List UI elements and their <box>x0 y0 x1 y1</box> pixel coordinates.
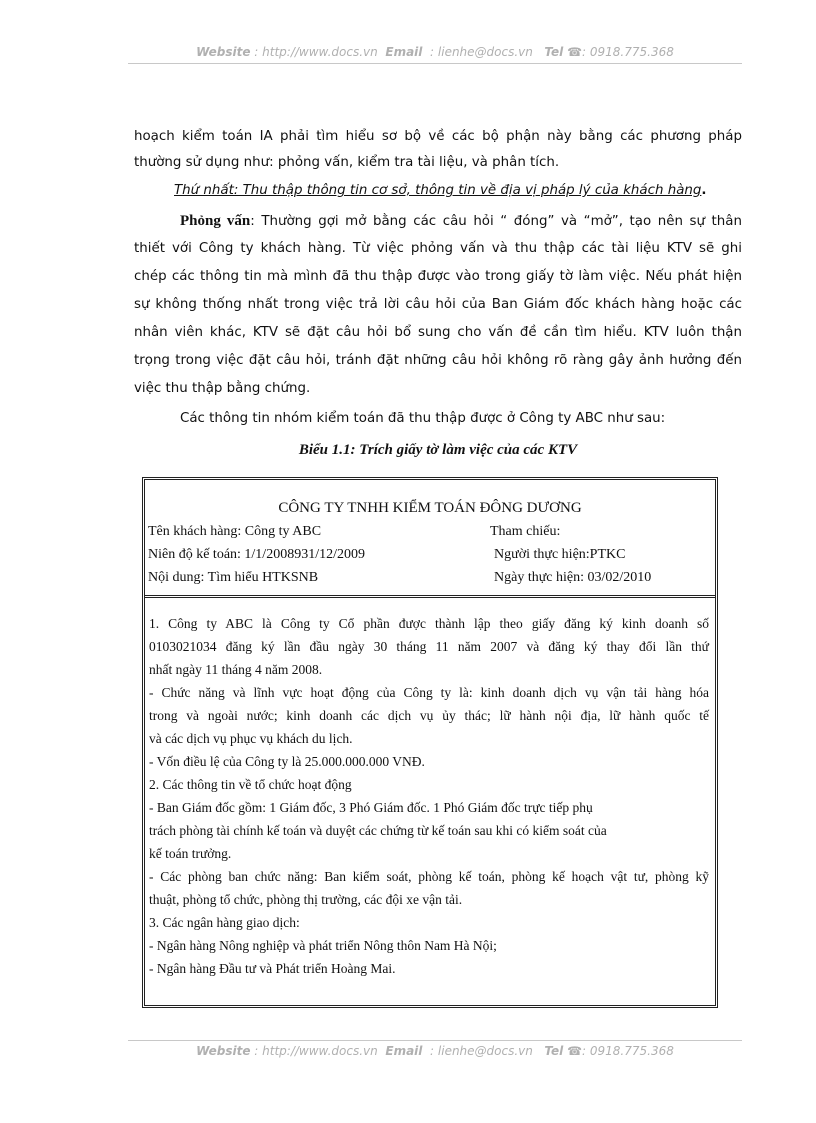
page-footer <box>128 1040 742 1062</box>
box-line: và các dịch vụ phục vụ khách du lịch. <box>149 731 353 746</box>
paragraph-2-line-2: thiết với Công ty khách hàng. Từ việc phỏng vấn và thu thập các tài liệu KTV sẽ ghi <box>134 241 742 256</box>
paragraph-1-line-1: hoạch kiểm toán IA phải tìm hiểu sơ bộ về các bộ phận này bằng các phương pháp <box>134 129 742 144</box>
footer-website-label: Website <box>196 1044 251 1058</box>
working-paper-box <box>142 477 718 1008</box>
box-line: 2. Các thông tin về tổ chức hoạt động <box>149 777 352 792</box>
box-divider <box>145 595 715 598</box>
content: Nội dung: Tìm hiểu HTKSNB <box>148 570 319 585</box>
box-line: - Các phòng ban chức năng: Ban kiểm soát, phòng kế toán, phòng kế hoạch vật tư, phòng kỹ <box>149 869 709 884</box>
section-heading-dot: . <box>701 183 707 198</box>
paragraph-2-line-3: chép các thông tin mà mình đã thu thập được vào trong giấy tờ làm việc. Nếu phát hiện <box>134 269 742 284</box>
section-heading <box>174 180 742 202</box>
paragraph-2-line-1-rest: : Thường gợi mở bằng các câu hỏi “ đóng” và “mở”, tạo nên sự thân <box>250 214 742 229</box>
paragraph-2-line-5: nhân viên khác, KTV sẽ đặt câu hỏi bổ sung cho vấn đề cần tìm hiểu. KTV luôn thận <box>134 325 742 340</box>
box-line: trách phòng tài chính kế toán và duyệt các chứng từ kế toán sau khi có kiểm soát của <box>149 823 607 838</box>
paragraph-3: Các thông tin nhóm kiểm toán đã thu thập được ở Công ty ABC như sau: <box>180 411 666 426</box>
performer: Người thực hiện:PTKC <box>494 547 626 562</box>
client-name: Tên khách hàng: Công ty ABC <box>148 524 322 539</box>
header-website-value: : http://www.docs.vn <box>254 45 378 59</box>
work-date: Ngày thực hiện: 03/02/2010 <box>494 570 652 585</box>
box-line: trong và ngoài nước; kinh doanh các dịch vụ ủy thác; lữ hành nội địa, lữ hành quốc tế <box>149 708 709 723</box>
footer-email-label: Email <box>385 1044 423 1058</box>
phone-icon: ☎ <box>567 45 583 59</box>
paragraph-1-line-2: thường sử dụng như: phỏng vấn, kiểm tra tài liệu, và phân tích. <box>134 155 560 170</box>
header-email-value: : lienhe@docs.vn <box>430 45 533 59</box>
paragraph-2-line-4: sự không thống nhất trong việc trả lời câu hỏi của Ban Giám đốc khách hàng hoặc các <box>134 297 742 312</box>
section-heading-text: Thứ nhất: Thu thập thông tin cơ sở, thông tin về địa vị pháp lý của khách hàng <box>174 183 702 198</box>
box-line: thuật, phòng tổ chức, phòng thị trường, các đội xe vận tải. <box>149 892 463 907</box>
footer-website-value: : http://www.docs.vn <box>254 1044 378 1058</box>
paragraph-2-line-7: việc thu thập bằng chứng. <box>134 381 311 396</box>
paragraph-2-line-1 <box>180 210 742 232</box>
phone-icon: ☎ <box>567 1044 583 1058</box>
header-tel-value: : 0918.775.368 <box>582 45 674 59</box>
fiscal-year: Niên độ kế toán: 1/1/2008931/12/2009 <box>148 547 365 562</box>
box-line: - Vốn điều lệ của Công ty là 25.000.000.000 VNĐ. <box>149 754 425 769</box>
footer-tel-value: : 0918.775.368 <box>582 1044 674 1058</box>
page-header <box>128 45 742 64</box>
box-line: 1. Công ty ABC là Công ty Cổ phần được thành lập theo giấy đăng ký kinh doanh số <box>149 616 709 631</box>
footer-email-value: : lienhe@docs.vn <box>430 1044 533 1058</box>
box-line: nhất ngày 11 tháng 4 năm 2008. <box>149 662 323 677</box>
box-line: - Ngân hàng Đầu tư và Phát triển Hoàng Mai. <box>149 961 396 976</box>
auditor-company-name: CÔNG TY TNHH KIỂM TOÁN ĐÔNG DƯƠNG <box>278 500 582 516</box>
paragraph-2-line-6: trọng trong việc đặt câu hỏi, tránh đặt những câu hỏi không rõ ràng gây ảnh hưởng đến <box>134 353 742 368</box>
box-line: - Ngân hàng Nông nghiệp và phát triển Nông thôn Nam Hà Nội; <box>149 938 497 953</box>
header-tel-label: Tel <box>544 45 564 59</box>
box-line: 0103021034 đăng ký lần đầu ngày 30 tháng 11 năm 2007 và đăng ký thay đổi lần thứ <box>149 639 709 654</box>
table-caption: Biểu 1.1: Trích giấy tờ làm việc của các KTV <box>298 442 578 458</box>
header-email-label: Email <box>385 45 423 59</box>
box-line: kế toán trưởng. <box>149 846 232 861</box>
box-line: - Ban Giám đốc gồm: 1 Giám đốc, 3 Phó Giám đốc. 1 Phó Giám đốc trực tiếp phụ <box>149 800 593 815</box>
footer-tel-label: Tel <box>544 1044 564 1058</box>
header-website-label: Website <box>196 45 251 59</box>
interview-term: Phỏng vấn <box>180 213 251 229</box>
reference: Tham chiếu: <box>490 524 561 539</box>
box-line: - Chức năng và lĩnh vực hoạt động của Công ty là: kinh doanh dịch vụ vận tải hàng hóa <box>149 685 709 700</box>
box-line: 3. Các ngân hàng giao dịch: <box>149 915 300 930</box>
